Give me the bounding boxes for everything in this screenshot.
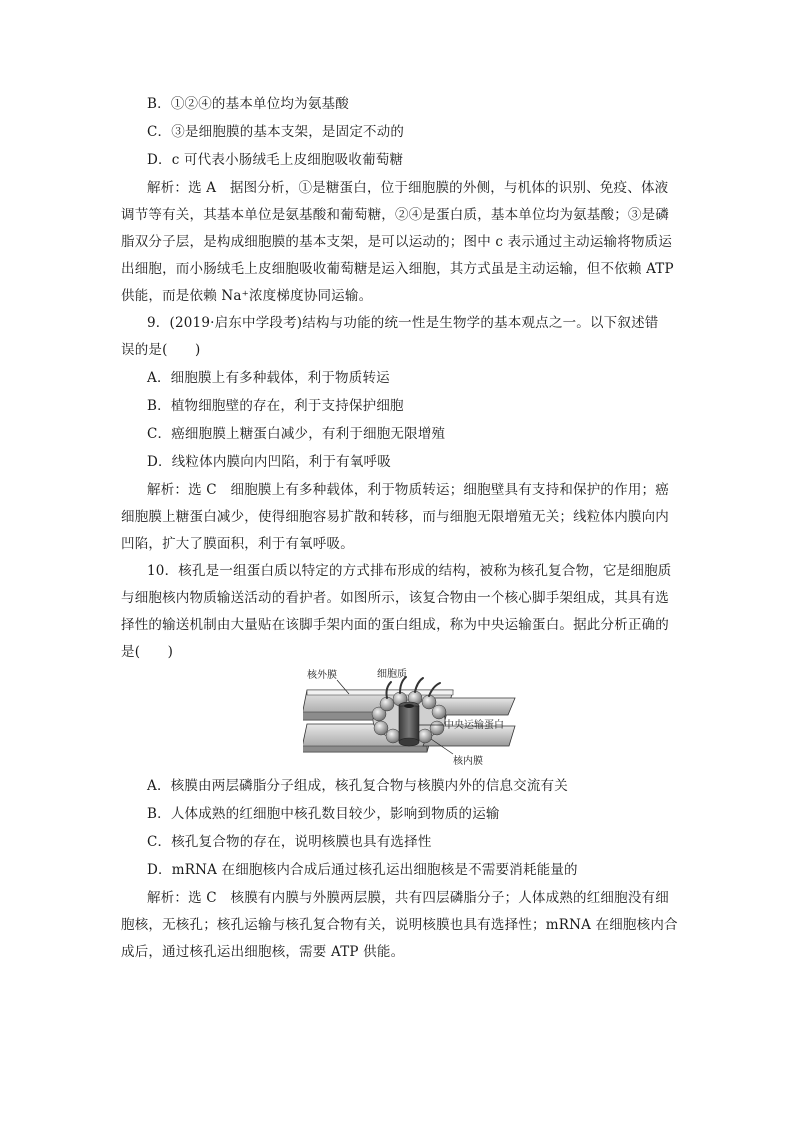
q9-stem-line: 误的是( ) [121, 342, 201, 358]
q8-analysis-line: 调节等有关，其基本单位是氨基酸和葡萄糖，②④是蛋白质，基本单位均为氨基酸；③是磷 [121, 207, 669, 223]
q9-option-a: A．细胞膜上有多种载体，利于物质转运 [147, 370, 390, 386]
q9-stem-line: 9．(2019·启东中学段考)结构与功能的统一性是生物学的基本观点之一。以下叙述错 [147, 315, 659, 331]
q9-analysis-line: 凹陷，扩大了膜面积，利于有氧呼吸。 [121, 536, 354, 552]
q10-stem-line: 是( ) [121, 644, 174, 660]
q8-analysis-line: 解析：选 A 据图分析，①是糖蛋白，位于细胞膜的外侧，与机体的识别、免疫、体液 [147, 180, 669, 196]
q8-analysis-line: 脂双分子层，是构成细胞膜的基本支架，是可以运动的；图中 c 表示通过主动运输将物质运 [121, 234, 673, 250]
q8-option-c: C．③是细胞膜的基本支架，是固定不动的 [147, 124, 405, 140]
q10-analysis-line: 成后，通过核孔运出细胞核，需要 ATP 供能。 [121, 944, 405, 960]
nuclear-pore-diagram [303, 668, 521, 768]
q10-option-d: D．mRNA 在细胞核内合成后通过核孔运出细胞核是不需要消耗能量的 [147, 862, 578, 878]
label-outer-membrane: 核外膜 [307, 670, 337, 681]
q10-analysis-line: 解析：选 C 核膜有内膜与外膜两层膜，共有四层磷脂分子；人体成熟的红细胞没有细 [147, 890, 669, 906]
central-transport-protein [399, 702, 419, 746]
nuclear-pore-figure [303, 668, 521, 768]
q10-option-a: A．核膜由两层磷脂分子组成，核孔复合物与核膜内外的信息交流有关 [147, 778, 568, 794]
q8-option-d: D．c 可代表小肠绒毛上皮细胞吸收葡萄糖 [147, 152, 404, 168]
q10-analysis-line: 胞核，无核孔；核孔运输与核孔复合物有关，说明核膜也具有选择性；mRNA 在细胞核内合 [121, 917, 678, 933]
q10-stem-line: 与细胞核内物质输送活动的看护者。如图所示，该复合物由一个核心脚手架组成，其具有选 [121, 590, 669, 606]
q9-option-c: C．癌细胞膜上糖蛋白减少，有利于细胞无限增殖 [147, 426, 446, 442]
q9-analysis-line: 解析：选 C 细胞膜上有多种载体，利于物质转运；细胞壁具有支持和保护的作用；癌 [147, 482, 669, 498]
q9-option-b: B．植物细胞壁的存在，利于支持保护细胞 [147, 398, 404, 414]
q10-option-c: C．核孔复合物的存在，说明核膜也具有选择性 [147, 834, 432, 850]
q8-analysis-line: 供能，而是依赖 Na⁺浓度梯度协同运输。 [121, 288, 373, 304]
q9-option-d: D．线粒体内膜向内凹陷，利于有氧呼吸 [147, 454, 391, 470]
q10-stem-line: 10．核孔是一组蛋白质以特定的方式排布形成的结构，被称为核孔复合物，它是细胞质 [147, 563, 672, 579]
label-cytoplasm: 细胞质 [377, 669, 407, 680]
label-central-transport-protein: 中央运输蛋白 [444, 720, 504, 731]
q10-option-b: B．人体成熟的红细胞中核孔数目较少，影响到物质的运输 [147, 806, 500, 822]
q9-analysis-line: 细胞膜上糖蛋白减少，使得细胞容易扩散和转移，而与细胞无限增殖无关；线粒体内膜向内 [121, 509, 669, 525]
q8-option-b: B．①②④的基本单位均为氨基酸 [147, 96, 349, 112]
q8-analysis-line: 出细胞，而小肠绒毛上皮细胞吸收葡萄糖是运入细胞，其方式虽是主动运输，但不依赖 ATP [121, 261, 674, 277]
label-inner-membrane: 核内膜 [453, 756, 483, 767]
q10-stem-line: 择性的输送机制由大量贴在该脚手架内面的蛋白组成，称为中央运输蛋白。据此分析正确的 [121, 617, 669, 633]
